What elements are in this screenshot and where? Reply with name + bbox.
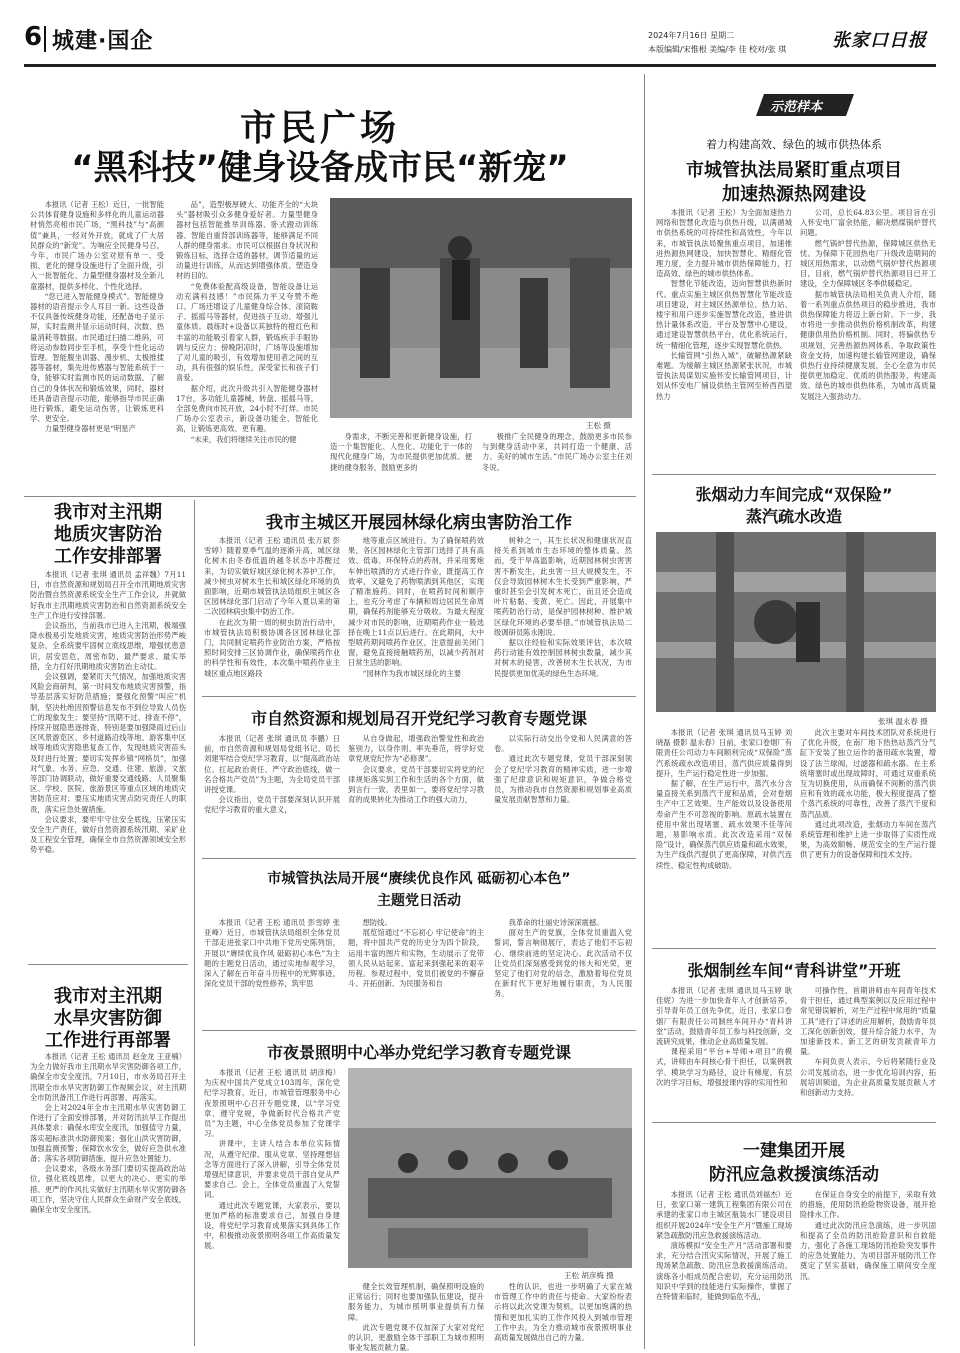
paragraph: 长输管网“引热入城”，破解热源紧缺难题。为缓解主城区热源紧张状况，市城管执法局谋划实施怀安长输管网项目，计划从怀安电厂铺设供热主管网至桥西西望热力 (656, 350, 792, 401)
paragraph: 会议强调，要紧盯天气情况，加强地质灾害风险会商研判，第一时间发布地质灾害预警，指导基层落实好防范措施；要强化预警“叫应”机制，坚决杜绝因预警信息发布不到位导致人员伤亡的现象发生；要坚持“汛期不过、排查不停”，持续开展隐患逐排查，特别是要加强降雨过后山区风景游览区、乡村道路沿线等地、游客集中区域等地质灾害隐患复查工作，发现地质灾害苗头及时进行处置；要切实发挥乡镇“网格员”，加强对气象、水务、应急、交通、住建、旅游、文旅等部门协调联动，做好重要交通线路、人员聚集区、学校、医院、旅游景区等重点区域的地质灾害防范应对；要压实地质灾害点防灾责任人的职责，落实应急处置措施。 (30, 672, 186, 814)
right4-headline-line2: 防汛应急救援演练活动 (709, 1165, 879, 1185)
left1-body (30, 570, 186, 956)
mid1-col-2 (348, 536, 484, 692)
right4-col-2 (800, 1190, 936, 1346)
lead-headline-line1: 市民广场 (239, 108, 400, 149)
paragraph: 树种之一，其生长状况和健康状况直接关系到城市生态环境的整体质量。然而，受干旱高温影响，近期园林树虫害害害不断发生，此虫害一旦大规模发生，不仅会导致园林树木生长受到严重影响，严重时甚至会引发树木死亡，而且还会造成叶片粘黏、变黄、死亡。因此，开展集中喷药防治行动，是保护园林树种、维护城区绿化环境的必要举措。”市城管执法局二级调研员陈永刚说。 (494, 536, 632, 637)
right1-kicker: 着力构建高效、绿色的城市供热体系 (706, 138, 882, 151)
left2-headline-line3: 工作进行再部署 (45, 1030, 171, 1051)
paragraph: 会议要求，党员干部要切实将党的纪律规矩落实到工作和生活的各个方面，做到言行一致，表里如一，要将党纪学习教育的成果转化为推动工作的强大动力， (348, 764, 484, 805)
page-number-divider (44, 26, 46, 52)
date-line: 2024年7月16日 星期二 (648, 31, 735, 40)
mid3-col-3 (494, 918, 632, 1026)
right2-photo-caption: 张琪 温永春 摄 (878, 717, 928, 726)
paragraph: 本报讯（记者 张琪 通讯员马玉婷 刘晓磊 摄影 温永春）日前，张家口卷烟厂有限责任公司动力车间顺利完成“双保险”蒸汽系统疏水改造项目，蒸汽供应质量得到提升，生产运行稳定性进一步加强。 (656, 728, 792, 778)
paragraph: 健全长效管理机制，确保照明设施的正常运行；同时也要加强队伍建设，提升服务能力，为城市照明事业提供有力保障。 (348, 1282, 484, 1322)
right1-headline-line2: 加速热源热网建设 (722, 184, 866, 205)
mid1-col-1 (204, 536, 340, 692)
right2-headline-line2: 蒸汽疏水改造 (745, 507, 842, 526)
mid3-headline-line1: 市城管执法局开展“赓续优良作风 砥砺初心本色” (267, 871, 571, 887)
paragraph: 会议要求，各级水务部门要切实提高政治站位，强化底线思维，以更大的决心、更实的举措、更严的作风扎实做好主汛期水旱灾害防御各项工作，坚决守住人民群众生命财产安全底线，确保全市安全度汛。 (30, 1164, 186, 1215)
paragraph: 本报讯（记者 王松 通讯员 张万斌 彭雪婷）随着夏季气温的逐渐升高，城区绿化树木由冬春低温的越冬状态中苏醒过来，为切实做好城区绿化树木养护工作，减少树虫对树木生长和城区绿化环境的负面影响，近期市城管执法局组织主城区各区园林绿化部门启动了今年入夏以来的第二次园林病虫集中防治工作。 (204, 536, 340, 617)
paragraph: 燃气锅炉替代热源，保障城区供热无忧。为保障下花园热电厂升级改造期间的城区用热需求，以动燃气锅炉替代热源项目，目前，燃气锅炉替代热源项目已开工建设，全力保障城区冬季供暖稳定。 (800, 238, 936, 289)
paragraph: 会议指出，当前我市已进入主汛期，极端强降水极易引发地质灾害，地质灾害防治形势严峻复杂，全系统要牢固树立底线思维，增强忧患意识，居安思危，周密布防，最严要求、最实举措，全力打好汛期地质灾害防治主动仗。 (30, 621, 186, 671)
paragraph: 课程采用“平台+导师+项目”的模式，讲师由车间核心骨干担任，以案例教学、模块学习为路径，设计有梯度、有层次的学习目标，增强授课内容的实用性和 (656, 1047, 792, 1087)
right2-headline-line1: 张烟动力车间完成“双保险” (695, 485, 893, 504)
paragraph: 会上对2024年全市主汛期水旱灾害防御工作进行了全面安排部署，并对防汛抗旱工作提出具体要求：确保水库安全度汛，加强值守力量，落实超标准洪水防御预案；强化山洪灾害防御，加强监测预警；保障饮水安全，做好应急供水准备；落实各项防御措施，提升应急处置能力。 (30, 1103, 186, 1164)
right1-bottom-rule (652, 474, 936, 475)
masthead-rule (24, 64, 936, 67)
right3-bottom-rule (652, 1122, 936, 1123)
paragraph: 会议要求，要牢牢守住安全底线，压紧压实安全生产责任，做好自然资源系统汛期、采矿业及工程安全管理，确保全市自然资源领域安全形势平稳。 (30, 814, 186, 855)
paragraph: 本报讯（记者 张琪 通讯员 李鹏）日前，市自然资源和规划局党组书记、局长刘建军结合党纪学习教育，以“提高政治站位、扛起政治责任、严守政治底线，做一名合格共产党员”为主题，为全局党员干部讲授党课。 (204, 734, 340, 795)
right4-col-1 (656, 1190, 792, 1346)
lead-bottom-rule (24, 496, 636, 497)
lead-col-4 (482, 432, 632, 492)
paragraph: 通过此项改造，张烟动力车间在蒸汽系统管理和维护上进一步取得了实质性成果，为高效顺畅、规范安全的生产运行提供了更有力的设备保障和技术支持。 (800, 819, 936, 860)
mid4-headline: 市夜景照明中心举办党纪学习教育专题党课 (266, 1043, 571, 1062)
mid4-col-2 (348, 1282, 484, 1353)
left1-bottom-rule (28, 964, 188, 965)
paragraph: 力量型健身器材更是“明星产 (44, 424, 136, 434)
page-number: 6 (24, 22, 43, 52)
mid3-bottom-rule (202, 1030, 636, 1031)
right1-headline-line1: 市城管执法局紧盯重点项目 (686, 160, 902, 181)
paragraph: 极推广全民健身的理念，鼓励更多市民参与到健身活动中来，共同打造一个健康、活力、美好的城市生活。”市民广场办公室主任刘冬说。 (482, 432, 632, 472)
right2-bottom-rule (652, 948, 936, 949)
lead-col-2 (176, 200, 318, 490)
right2-photo (656, 532, 936, 712)
paragraph: “未来，我们将继续关注市民的健 (190, 434, 297, 444)
paragraph: 据介绍，此次升级共引入智能健身器材17台，多功能儿童器械、转盘、摇摇马等，全部免费向市民开放，24小时不打烊。市民广场办公室表示，新设备功能全、智能化高，让锻炼更高效、更有趣。 (176, 383, 318, 434)
paragraph: 讲课中，主讲人结合本单位实际情况，从遵守纪律、服从党章、坚持理想信念等方面进行了深入讲解，引导全体党员增强纪律意识，并要求党员干部自觉从严要求自己。会上，全体党员重温了入党誓词。 (204, 1139, 340, 1200)
right3-col-1 (656, 986, 792, 1120)
column-divider (644, 74, 645, 1349)
paragraph: 据以往经验和实际效果评估，本次喷药行动能有效控制园林树虫数量，减少其对树木的侵害，改善树木生长状况，为市民提供更加优美的绿色生态环境。 (494, 638, 632, 678)
newspaper-logo: 张家口日报 (832, 30, 927, 51)
paragraph: 据了解，在生产运行中，蒸汽水分含量直接关系到蒸汽干度和品质，会对卷烟生产中工艺效果、生产能效以及设备使用寿命产生不可忽视的影响。原疏水装置在使用中常出现堵塞、疏水效果不佳等问题，易影响水质。此次改造采用“双保险”设计，确保蒸汽供应质量和疏水效果，为生产线供汽提供了更高保障，对供汽连续性、稳定性构成破助。 (656, 779, 792, 870)
paragraph: 会议指出，党员干部要深刻认识开展党纪学习教育的重大意义， (204, 795, 340, 815)
lead-photo-caption: 王松 摄 (586, 421, 611, 430)
mid2-col-1 (204, 734, 340, 844)
mid4-col-3 (494, 1282, 632, 1346)
paragraph: 以实际行动交出令党和人民满意的答卷。 (494, 734, 632, 754)
left1-headline-line2: 地质灾害防治 (54, 524, 162, 545)
paragraph: 地等重点区域进行。为了确保喷药效果，各区园林绿化主管部门选择了具有高效、低毒、环保特点的药剂，并采用雾炮车伸出喷洒的方式进行作业，既提高工作效率，又避免了药物喷洒到其他区，实现了精准施药。同时，在喷药时间和顺序上，也充分考虑了车辆和周边居民生命周期，确保药剂能够充分吸收。为最大程度减少对市民的影响，近期喷药作业一般选择在晚上11点以后进行。在此期间，大中型喷药期间喷药作业区，注意提前关闭门窗，避免直接接触喷药剂，以减少药剂对日常生活的影响。 (348, 536, 484, 668)
mid4-col-1 (204, 1068, 340, 1346)
mid1-col-3 (494, 536, 632, 692)
paragraph: 本报讯（记者 王松 通讯员 赵金龙 王亚楠）为全力做好我市主汛期水旱灾害防御各项工作，确保全市安全度汛，7月10日，市水务局召开主汛期全市水旱灾害防御工作视频会议，对主汛期全市防汛备汛工作进行再部署、再落实。 (30, 1052, 186, 1102)
paragraph: 本报讯（记者 王松 通讯员 胡彦梅）为庆祝中国共产党成立103周年，深化党纪学习教育，近日，市城管管理服务中心夜景照明中心召开专题党课，以“学习党章、遵守党规，争做新时代合格共产党员”为主题，中心全体党员参加了党课学习。 (204, 1068, 340, 1139)
mid4-photo-caption: 王松 胡彦梅 摄 (564, 1271, 614, 1280)
right1-col-2 (800, 208, 936, 470)
editor-line: 本版编辑/宋惟根 美编/李 佳 校对/张 琪 (648, 45, 787, 54)
right1-col-1 (656, 208, 792, 470)
mid2-col-2 (348, 734, 484, 844)
paragraph: “您已进入智能健身模式”。智能健身器材的语音提示令人耳目一新。这些设备不仅具备传统健身功能，还配备电子显示屏，实时监测并显示运动时间、次数、热量消耗等数据。市民通过扫描二维码，可将运动参数同步至手机，享受个性化运动管理。智能腹坐训器、漫步机、太极推揉器等器材，集先进传感器与智能系统于一身，能够实时监测市民的运动数据，了解自己的身体状况和锻炼效果，同时，器材还具备语音提示功能，能够指导市民正确进行锻炼，避免运动伤害，让锻炼更科学、更安全。 (30, 291, 164, 424)
paragraph: 此次专题党课不仅加深了大家对党纪的认识，更激励全体干部职工为城市照明事业发展贡献力量。 (348, 1322, 484, 1353)
right3-col-2 (800, 986, 936, 1120)
paragraph: 本报讯（记者 王松 通讯员刘福杰）近日，张家口第一建筑工程集团有限公司在承建的张家口市主城区瓶装水厂建设项目组织开展2024年“安全生产月”暨施工现场紧急疏散防汛应急救援演练活动。 (656, 1190, 792, 1240)
lead-headline-line2: “黑科技”健身设备成市民“新宠” (71, 148, 569, 188)
paragraph: 通过此次防汛应急演练，进一步巩固和提高了全员的防汛抢险意识和自救能力，强化了各施工现场防汛抢险突发事件的应急处置能力，为项目部开展防汛工作奠定了坚实基础，确保施工期间安全度汛。 (800, 1220, 936, 1281)
right1-badge-text: 示范样本 (770, 100, 823, 115)
lead-col-3 (330, 432, 472, 492)
paragraph: 此次主要对车间技术团队对系统进行了优化升级，在南厂地下热热站蒸汽分气缸下安装了独立运作的备用疏水装置，增设了法兰球阀，过滤器和疏水器。在主系统堵塞时或出现故障时，可通过双重系统互为切换使用，从而确保不间断的蒸汽供应和有效的疏水功能，极大程度提高了整个蒸汽系统的可靠性，改善了蒸汽干度和蒸汽品质。 (800, 728, 936, 819)
paragraph: “免费体验配高级设备，智能设备让运动充满科技感！”市民陈力平又夸赞不绝口。广场还增设了儿童健身综合体、滚筒鞍子、摇摇马等器材，促进孩子互动、增强儿童体质。晨练时+设备以其独特的橙红色和丰富的功能吸引着家人群，锻炼疾手手眼协调与反应力；傍晚阴凉时，广场等设施增加了对儿童的吸引，有效增加使用者之间的互动，具有很强的娱乐性，深受家长和孩子们喜爱。 (176, 281, 318, 383)
mid4-photo (348, 1068, 632, 1268)
paragraph: 在保证自身安全的前提下，采取有效的措施，使用防汛抢险物资设备，展开抢险排水工作。 (800, 1190, 936, 1220)
paragraph: 通过此次专题党课，党员干部深刻领会了党纪学习教育的精神实质，进一步增强了纪律意识和规矩意识，争做合格党员，为推动我市自然资源和规划事业高质量发展贡献智慧和力量。 (494, 754, 632, 805)
paragraph: 本报讯（记者 张琪 通讯员 孟祥魏）7月11日，市自然资源和规划局召开全市汛期地质灾害防治暨自然资源系统安全生产工作会议，并就做好我市主汛期地质灾害防治和自然资源系统安全生产工作进行安排部署。 (30, 570, 186, 620)
paragraph: 公司，总长64.83公里。项目旨在引入怀安电厂富余热能，解决燃煤锅炉替代问题。 (800, 208, 936, 238)
paragraph: 演练模拟“安全生产月”活动部署和要求，充分结合汛灾实际情况，开展了施工现场紧急疏散、防汛应急救援演练活动。演练各小组成员配合密切，充分运用防汛知识中学到的技能进行实际操作，掌握了在特情来临时，能做到临危不乱， (656, 1241, 792, 1302)
mid2-col-3 (494, 734, 632, 844)
left1-headline-line1: 我市对主汛期 (54, 502, 162, 523)
paragraph: 身需求，不断完善和更新健身设施，打造一个集智能化、人性化、功能化于一体的现代化健身广场，为市民提供更加优质、便捷的健身服务，鼓励更多的 (330, 432, 472, 472)
mid2-bottom-rule (202, 858, 636, 859)
paragraph: 本报讯（记者 张琪 通讯员马玉婷 耿佳妮）为进一步加快青年人才创新培养，引导青年员工创先争优，近日，张家口卷烟厂有限责任公司制丝车间开办“青科讲堂”活动，鼓励青年员工参与科技创新，交流研究成果，推动企业高质量发展。 (656, 986, 792, 1047)
right2-col-2 (800, 728, 936, 948)
paragraph: 本报讯（记者 王松 通讯员 彭雪婷 张亚峰）近日，市城管执法局组织全体党员干部走进张家口中共地下党历史陈列馆，开展以“赓续优良作风 砥砺初心本色”为主题的主题党日活动，通过实地参观学习，深入了解在百年奋斗历程中的光辉事迹，深化党员干部的党性修养，筑牢思 (204, 918, 340, 989)
paragraph: 据市城管执法局相关负责人介绍，随着一系列重点供热项目的稳步推进，我市供热保障能力将迈上新台阶。下一步，我市将进一步推动供热价格机制改革，构建健康供用热价格机制。同时，将偏供热专项规划，完善热源热网体系，争取政策性资金支持，加速构建长输管网建设，确保供热行业持续健康发展，全心全意为市民提供更加稳定、优质的供热服务，构建高效、绿色的城市供热体系，为城市高质量发展注入强劲动力。 (800, 289, 936, 401)
right2-col-1 (656, 728, 792, 948)
left2-headline-line2: 水旱灾害防御 (54, 1008, 162, 1029)
right3-headline: 张烟制丝车间“青科讲堂”开班 (687, 961, 901, 980)
right4-headline-line1: 一建集团开展 (743, 1141, 845, 1161)
paragraph: 通过此次专题党课，大家表示，要以更加严格的标准要求自己，加强自身建设，将党纪学习教育成果落实到具体工作中，积极推动夜景照明各项工作高质量发展。 (204, 1200, 340, 1251)
left2-body (30, 1052, 186, 1346)
paragraph: 想防线。 (362, 918, 392, 927)
paragraph: 在此次为期一周的树虫防治行动中，市城管执法局积极协调各区园林绿化部门，共同制定喷药作业防治方案，严格按照时间安排三区协调作业，确保喷药作业的科学性和有效性，本次集中喷药作业主城区重点地区路段 (204, 617, 340, 678)
fitness-equipment-image (330, 198, 632, 418)
left2-headline-line1: 我市对主汛期 (54, 986, 162, 1007)
mid1-headline: 我市主城区开展园林绿化病虫害防治工作 (266, 513, 572, 533)
lead-photo (330, 198, 632, 418)
mid1-bottom-rule (202, 696, 636, 697)
paragraph: “园林作为我市城区绿化的主要 (362, 668, 462, 678)
paragraph: 面对生产的党旗，全体党员重温入党誓词，誓言响彻展厅，表达了他们不忘初心、继续前进的坚定决心。此次活动不仅让党员们深刻感受到党的伟大和光荣，更坚定了他们对党的信念，激励着每位党员在新时代下更好地履行职责，为人民服务。 (494, 928, 632, 999)
lead-col-1 (30, 200, 164, 490)
section-title: 城建·国企 (52, 29, 154, 54)
left1-headline-line3: 工作安排部署 (54, 546, 162, 567)
paragraph: 性的认识，也进一步明确了大家在城市管理工作中的责任与使命。大家纷纷表示将以此次党课为契机，以更加饱满的热情和更加扎实的工作作风投入到城市管理工作中去，为全力推动城市夜景照明事业高质量发展做出自己的力量。 (494, 1282, 632, 1343)
meeting-room-image (348, 1068, 632, 1268)
mid3-col-2 (348, 918, 484, 1026)
paragraph: 我革命的壮丽史诗深深震撼。 (508, 918, 604, 927)
paragraph: 展览馆通过“不忘初心 牢记使命”的主题，将中国共产党的历史分为四个阶段，运用丰富的图片和实物，生动展示了党带领人民从站起来、富起来到强起来的艰辛历程。参观过程中，党员们被党的不懈奋斗、开拓创新、为民服务和自 (348, 928, 484, 989)
mid2-headline: 市自然资源和规划局召开党纪学习教育专题党课 (250, 709, 587, 728)
paragraph: 本报讯（记者 王松）为全面加速热力网络和智慧化改造与供热升级，以满循城市供热系统的可持续性和高效性，今年以来，市城管执法局聚焦重点项目，加速推进热源热网建设，加快智慧化、精细化管理力度，全力提升城市供热保障能力，打造高效、绿色的城市供热体系。 (656, 208, 792, 279)
paragraph: 车间负责人表示，今后将紧随行业及公司发展动态，进一步优化培训内容，拓展培训频道，为企业高质量发展贡献人才和创新动力支持。 (800, 1057, 936, 1098)
paragraph: 本报讯（记者 王松）近日，一批智能公共体育健身设施和多样化的儿童运动器材悄然亮相市民广场，“黑科技”与“高颜值”兼具，一经对外开放，就成了广大居民群众的“新宠”。为响应全民健身号召，今年，市民广场办公室对原有单一、受损、老化的健身设施进行了全面升级，引入一批智能化、力量型健身器材及全新儿童器材，提供多样化、个性化选择。 (30, 200, 164, 291)
paragraph: 品”，造型极厚硬大、功能齐全的“大块头”器材吸引众多健身爱好者。力量型健身器材包括智能推举训练器、卧式蹬动训练器、智能自重背部训练器等，能够满足不同人群的健身需求。市民可以根据自身状况和锻炼目标，选择合适的器材，调节适量的运动量进行训练，从而达到增强体质、塑造身材的目的。 (176, 200, 318, 281)
paragraph: 智慧化节能改造，迈向智慧供热新时代。重点实施主城区供热智慧化节能改造项目建设，对主城区热源单位、热力站、楼宇和用户逐步实施智慧化改造，推进供热计量体系改造、平台及智慧中心建设，通过建设智慧供热平台，优化系统运行，统一精细化管理，逐步实现智慧化供热。 (656, 279, 792, 350)
steam-pipe-image (656, 532, 936, 712)
paragraph: 从自身做起，增强政治警觉性和政治鉴别力，以身作则、率先垂范，将学好党章党规党纪作为“必修课”。 (348, 734, 484, 764)
paragraph: 可操作性，首期讲师由车间青年技术骨干担任，通过典型案例以及应用过程中常见错误解析，对生产过程中常用的“质量工具”进行了详述的应用解析，鼓励青年员工深化创新创效，提升综合能力水平，为加速新技术、新工艺的研发贡献青年力量。 (800, 986, 936, 1057)
mid3-col-1 (204, 918, 340, 1026)
mid3-headline-line2: 主题党日活动 (377, 893, 461, 909)
left-column-divider (194, 500, 195, 1346)
